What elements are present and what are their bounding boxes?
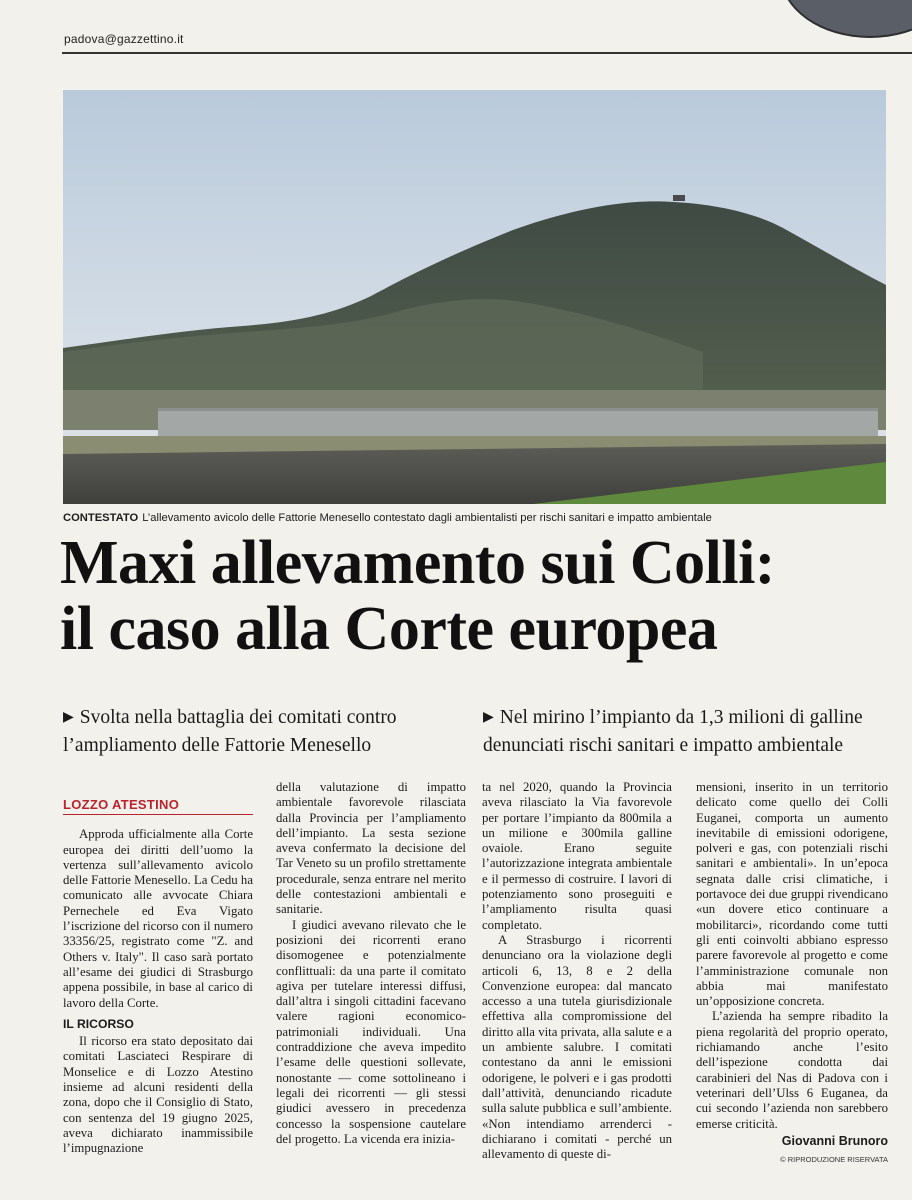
paragraph: ta nel 2020, quando la Provincia aveva rilasciato la Via favorevole per portare l’impianto da 800mila a un milione e 300mila galline ovaiole. Erano seguite l’autorizzazione integrata ambientale e il permesso di costruire. I lavori di potenziamento sono proseguiti e l’ampliamento risulta quasi completato.: [482, 780, 672, 932]
caption-kicker: CONTESTATO: [63, 512, 139, 524]
headline-line-2: il caso alla Corte europea: [60, 595, 718, 663]
paragraph: L’azienda ha sempre ribadito la piena regolarità del proprio operato, richiamando anche l’esito dell’ispezione condotta dai carabinieri del Nas di Padova con i veterinari dell’Ulss 6 Euganea, da cui secondo l’azienda non sarebbero emerse criticità.: [696, 1009, 888, 1131]
subhead: IL RICORSO: [63, 1016, 134, 1031]
article-column-4: [696, 780, 888, 1167]
paragraph: della valutazione di impatto ambientale favorevole rilasciata dalla Provincia per l’ampliamento dell’impianto. La sesta sezione aveva confermato la decisione del Tar Veneto su un profilo strettamente procedurale, senza entrare nel merito delle contestazioni ambientali e sanitarie.: [276, 780, 466, 917]
subheadline-left-line-1: Svolta nella battaglia dei comitati contro: [79, 707, 397, 728]
photo-caption: [63, 511, 886, 525]
subheadline-left: [63, 704, 397, 760]
article-headline: [60, 530, 900, 662]
paragraph: A Strasburgo i ricorrenti denunciano ora la violazione degli articoli 6, 13, 8 e 2 della Convenzione europea: dal mancato accesso a una tutela giurisdizionale effettiva alla compromissione del diritto alla vita privata, alla salute e a un ambiente salubre. I comitati contestano da anni le emissioni odorigene, le polveri e i gas prodotti dall’attività, denunciando ricadute sulla salute pubblica e sull’ambiente. «Non intendiamo arrenderci - dichiarano i comitati - perché un allevamento di queste di-: [482, 932, 672, 1162]
subheadline-right-line-2: denunciati rischi sanitari e impatto ambientale: [483, 735, 844, 756]
subheadline-left-line-2: l’ampliamento delle Fattorie Menesello: [63, 735, 372, 756]
caption-text: L’allevamento avicolo delle Fattorie Menesello contestato dagli ambientalisti per rischi sanitari e impatto ambientale: [142, 512, 712, 524]
triangle-bullet-icon: ▶: [63, 710, 74, 725]
corner-photo-fragment: [762, 0, 912, 40]
header-email: padova@gazzettino.it: [64, 32, 184, 46]
article-photo: [63, 90, 886, 504]
copyright-notice: © RIPRODUZIONE RISERVATA: [780, 1155, 888, 1165]
triangle-bullet-icon: ▶: [483, 710, 494, 725]
paragraph: Approda ufficialmente alla Corte europea dei diritti dell’uomo la vertenza sull’allevamento avicolo delle Fattorie Menesello. La Cedu ha comunicato alle avvocate Chiara Pernechele ed Eva Vigato l’iscrizione del ricorso con il numero 33356/25, registrato come "Z. and Others v. Italy". Il caso sarà portato all’esame dei giudici di Strasburgo appena possibile, in base al carico di lavoro della Corte.: [63, 827, 253, 1010]
paragraph: mensioni, inserito in un territorio delicato come quello dei Colli Euganei, comporta un aumento inevitabile di emissioni odorigene, polveri e gas, con potenziali rischi sanitari e ambientali». In un’epoca segnata dalle crisi climatiche, i portavoce dei due gruppi rivendicano «un dovere etico continuare a mobilitarci», ricordando come tutti gli enti coinvolti abbiano espresso parere favorevole al progetto e come l’amministrazione comunale non abbia mai manifestato un’opposizione concreta.: [696, 780, 888, 1009]
byline: Giovanni Brunoro: [781, 1133, 888, 1148]
subheadline-right: [483, 704, 863, 760]
article-column-1: [63, 797, 253, 1157]
paragraph: I giudici avevano rilevato che le posizioni dei ricorrenti erano disomogenee e potenzialmente conflittuali: da una parte il comitato agiva per tutelare interessi diffusi, dall’altra i singoli cittadini facevano valere ragioni economico-patrimoniali individuali. Una contraddizione che aveva impedito l’esame delle questioni sollevate, nonostante — come sottolineano i legali dei ricorrenti — gli stessi giudici avessero in precedenza concesso la sospensione cautelare del progetto. La vicenda era inizia-: [276, 917, 466, 1146]
page-header: [0, 0, 912, 62]
headline-line-1: Maxi allevamento sui Colli:: [60, 529, 775, 597]
paragraph: Il ricorso era stato depositato dai comitati Lasciateci Respirare di Monselice e di Lozzo Atestino insieme ad alcuni residenti della zona, dopo che il Consiglio di Stato, con sentenza del 19 giugno 2025, aveva dichiarato inammissibile l’impugnazione: [63, 1034, 253, 1156]
header-rule: [62, 52, 912, 54]
subheadlines: [63, 704, 893, 764]
article-column-3: [482, 780, 672, 1162]
article-column-2: [276, 780, 466, 1147]
hill-landscape-image: [63, 90, 886, 504]
section-label: LOZZO ATESTINO: [63, 797, 253, 815]
subheadline-right-line-1: Nel mirino l’impianto da 1,3 milioni di galline: [499, 707, 863, 728]
